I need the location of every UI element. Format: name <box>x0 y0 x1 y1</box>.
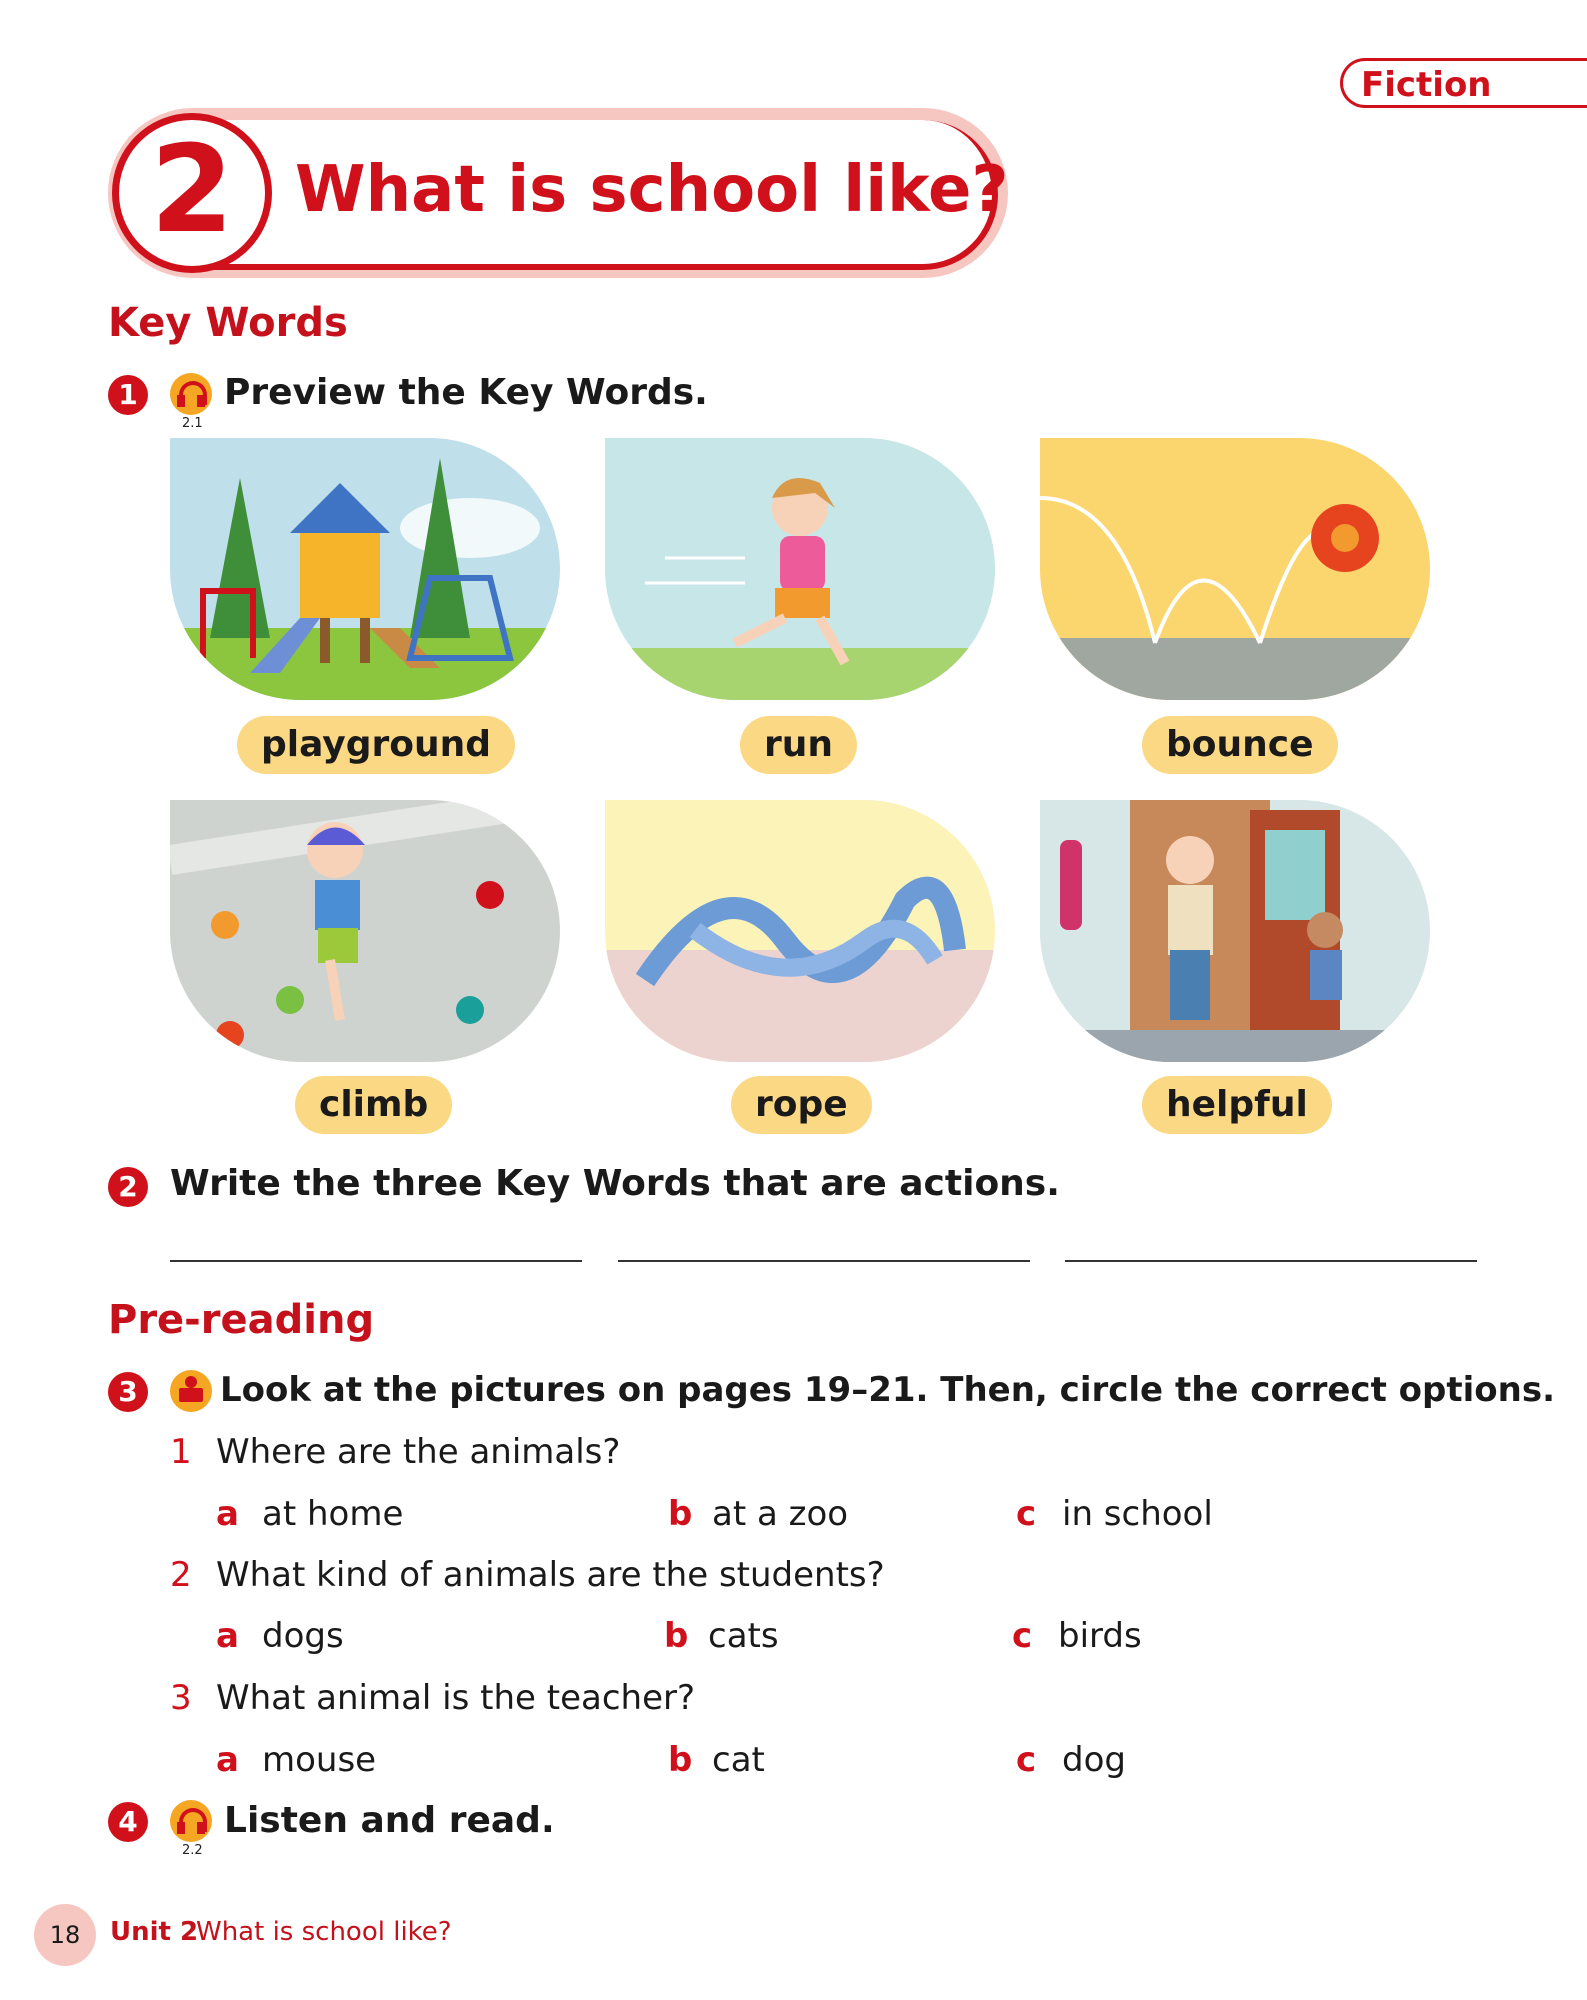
keyword-playground: playground <box>237 716 515 774</box>
question-3-text: What animal is the teacher? <box>216 1678 696 1718</box>
option-letter[interactable]: b <box>668 1494 693 1534</box>
option-letter[interactable]: c <box>1016 1494 1037 1534</box>
option-text[interactable]: at home <box>262 1494 404 1534</box>
run-picture <box>605 438 995 700</box>
option-text[interactable]: cats <box>708 1616 779 1656</box>
fiction-label: Fiction <box>1361 65 1492 105</box>
page-number: 18 <box>49 1921 81 1949</box>
option-letter[interactable]: c <box>1012 1616 1033 1656</box>
answer-line-2[interactable] <box>618 1260 1030 1262</box>
unit-number: 2 <box>150 121 234 260</box>
activity-3-badge: 3 <box>108 1372 148 1412</box>
page-title: What is school like? <box>295 153 1009 227</box>
book-reader-icon <box>170 1370 212 1412</box>
question-1-text: Where are the animals? <box>216 1432 621 1472</box>
keyword-rope: rope <box>731 1076 872 1134</box>
track-number: 2.2 <box>182 1843 203 1858</box>
option-letter[interactable]: a <box>216 1494 239 1534</box>
answer-line-3[interactable] <box>1065 1260 1477 1262</box>
footer-unit: Unit 2 <box>110 1917 199 1947</box>
headphones-icon[interactable] <box>170 1800 212 1842</box>
pre-reading-heading: Pre-reading <box>108 1297 375 1343</box>
option-text[interactable]: dogs <box>262 1616 344 1656</box>
question-3-number: 3 <box>170 1678 192 1718</box>
question-2-text: What kind of animals are the students? <box>216 1555 885 1595</box>
helpful-picture <box>1040 800 1430 1062</box>
activity-3-instruction: Look at the pictures on pages 19–21. Then, circle the correct options. <box>220 1370 1555 1410</box>
activity-2-badge: 2 <box>108 1167 148 1207</box>
bounce-picture <box>1040 438 1430 700</box>
question-2-number: 2 <box>170 1555 192 1595</box>
option-letter[interactable]: a <box>216 1740 239 1780</box>
option-text[interactable]: mouse <box>262 1740 377 1780</box>
playground-picture <box>170 438 560 700</box>
keyword-run: run <box>740 716 857 774</box>
answer-line-1[interactable] <box>170 1260 582 1262</box>
question-1-number: 1 <box>170 1432 192 1472</box>
rope-picture <box>605 800 995 1062</box>
activity-2-instruction: Write the three Key Words that are actions. <box>170 1163 1060 1204</box>
activity-1-badge: 1 <box>108 375 148 415</box>
option-text[interactable]: in school <box>1062 1494 1213 1534</box>
option-letter[interactable]: b <box>668 1740 693 1780</box>
option-letter[interactable]: c <box>1016 1740 1037 1780</box>
option-text[interactable]: birds <box>1058 1616 1142 1656</box>
option-letter[interactable]: b <box>664 1616 689 1656</box>
track-number: 2.1 <box>182 416 203 431</box>
option-letter[interactable]: a <box>216 1616 239 1656</box>
footer-title: What is school like? <box>196 1917 452 1947</box>
keyword-bounce: bounce <box>1142 716 1338 774</box>
keyword-climb: climb <box>295 1076 452 1134</box>
headphones-icon[interactable] <box>170 373 212 415</box>
activity-1-instruction: Preview the Key Words. <box>224 372 708 413</box>
activity-4-instruction: Listen and read. <box>224 1800 555 1841</box>
option-text[interactable]: at a zoo <box>712 1494 849 1534</box>
fiction-tab <box>1340 58 1587 108</box>
keyword-helpful: helpful <box>1142 1076 1332 1134</box>
option-text[interactable]: cat <box>712 1740 765 1780</box>
climb-picture <box>170 800 560 1062</box>
option-text[interactable]: dog <box>1062 1740 1126 1780</box>
key-words-heading: Key Words <box>108 300 348 346</box>
activity-4-badge: 4 <box>108 1802 148 1842</box>
